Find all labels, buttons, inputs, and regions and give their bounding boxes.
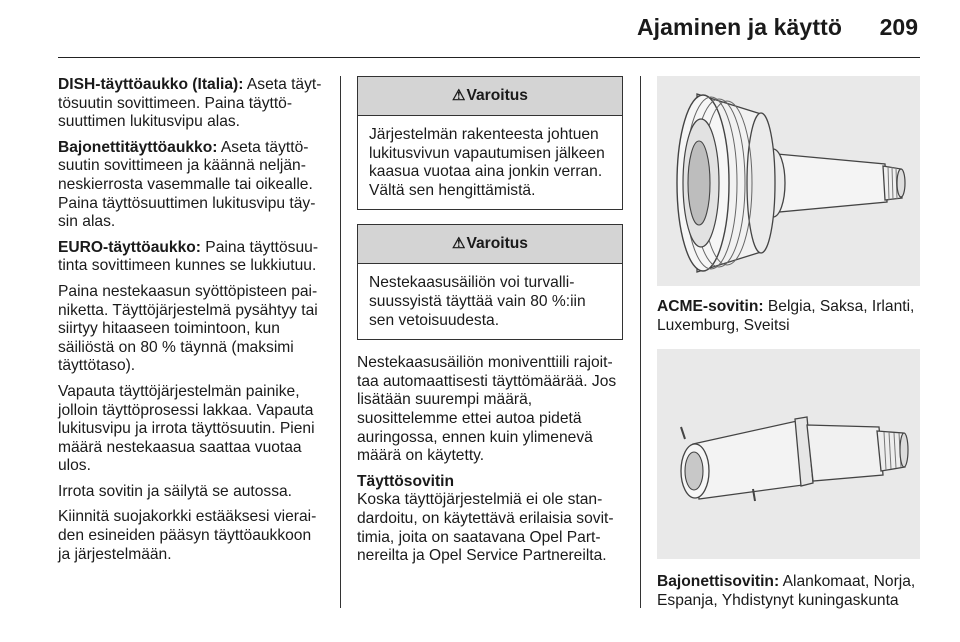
- figure-caption: Bajonettisovitin: Alankomaat, Norja, Espanja, Yhdistynyt kuningaskunta: [657, 573, 916, 609]
- caption-label: ACME-sovitin:: [657, 298, 764, 315]
- paragraph: Irrota sovitin ja säilytä se autossa.: [58, 482, 293, 500]
- paragraph: EURO-täyttöaukko: Paina täyttösuutinta sovittimeen kunnes se lukkiutuu.: [58, 238, 319, 275]
- warning-title: Varoitus: [466, 86, 528, 104]
- warning-text: Nestekaasusäiliön voi turvallisuussyistä täyttää vain 80 %:iin sen vetoisuudesta.: [369, 274, 586, 329]
- column-divider: [340, 76, 341, 608]
- page-number: 209: [879, 14, 918, 40]
- caption-label: Bajonettisovitin:: [657, 573, 780, 591]
- paragraph: Bajonettitäyttöaukko: Aseta täyttösuutin sovittimeen ja käännä neljänneskierrosta vasemmalle tai oikealle. Paina täyttösuuttimen lukitusvipu täysin alas.: [58, 138, 316, 231]
- header-rule: [58, 57, 920, 58]
- warning-icon: ⚠: [452, 86, 466, 104]
- paragraph: Nestekaasusäiliön moniventtiili rajoittaa automaattisesti täyttömäärää. Jos lisätään suurempi määrä, suosittelemme ettei autoa pidetä auringossa, ennen kuin ylimenevä määrä on käytetty.: [357, 354, 617, 465]
- paragraph: Kiinnitä suojakorkki estääksesi vieraiden esineiden pääsyn täyttöaukkoon ja järjestelmään.: [58, 508, 317, 563]
- paragraph: Koska täyttöjärjestelmiä ei ole standardoitu, on käytettävä erilaisia sovittimia, joita on saatavana Opel Partnereilta ja Opel Service Partnereilta.: [357, 491, 614, 565]
- acme-adapter-illustration: [657, 76, 920, 286]
- column-right: [657, 76, 920, 617]
- column-divider: [640, 76, 641, 608]
- term-label: Bajonettitäyttöaukko:: [58, 138, 218, 156]
- warning-text: Järjestelmän rakenteesta johtuen lukitusvivun vapautumisen jälkeen kaasua vuotaa aina jonkin verran. Vältä sen hengittämistä.: [369, 126, 605, 199]
- column-middle: [357, 76, 623, 573]
- warning-title: Varoitus: [466, 235, 528, 253]
- term-label: DISH-täyttöaukko (Italia):: [58, 76, 244, 93]
- column-left: [58, 76, 323, 571]
- bayonet-adapter-illustration: [657, 349, 920, 559]
- paragraph: Paina nestekaasun syöttöpisteen painiketta. Täyttöjärjestelmä pysähtyy tai siirtyy hitaaseen toimintoon, kun säiliöstä on 80 % täynnä (maksimi täyttötaso).: [58, 282, 318, 375]
- chapter-title: Ajaminen ja käyttö: [636, 14, 842, 40]
- term-label: EURO-täyttöaukko:: [58, 238, 201, 256]
- warning-box: [357, 76, 623, 210]
- paragraph: Vapauta täyttöjärjestelmän painike, jolloin täyttöprosessi lakkaa. Vapauta lukitusvipu ja irrota täyttösuutin. Pieni määrä nestekaasua saattaa vuotaa ulos.: [58, 382, 315, 475]
- warning-icon: ⚠: [452, 235, 466, 253]
- warning-header: [358, 225, 622, 264]
- figure-caption: ACME-sovitin: Belgia, Saksa, Irlanti, Luxemburg, Sveitsi: [657, 298, 915, 334]
- section-title: Täyttösovitin: [357, 472, 455, 490]
- page-header: [0, 0, 960, 56]
- warning-box: [357, 224, 623, 340]
- warning-header: [358, 77, 622, 116]
- paragraph: DISH-täyttöaukko (Italia): Aseta täyttösuutin sovittimeen. Paina täyttösuuttimen lukitusvipu alas.: [58, 76, 322, 131]
